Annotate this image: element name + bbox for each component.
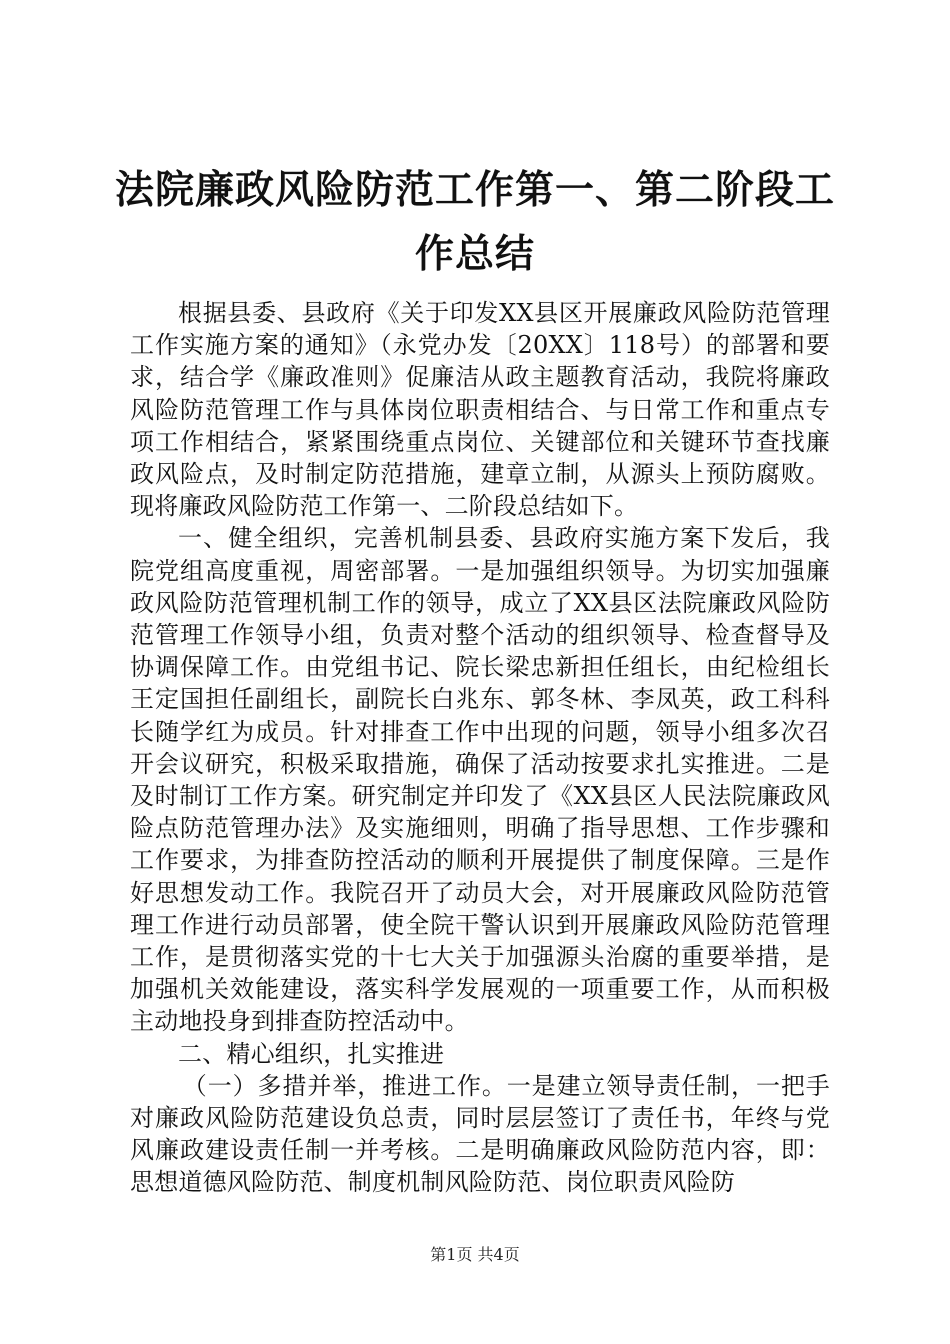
paragraph-section-two-heading: 二、精心组织，扎实推进 — [178, 1039, 445, 1068]
document-body — [130, 297, 830, 1199]
paragraph-section-one: 一、健全组织，完善机制县委、县政府实施方案下发后，我院党组高度重视，周密部署。一是加强组织领导。为切实加强廉政风险防范管理机制工作的领导，成立了XX县区法院廉政风险防范管理工作领导小组，负责对整个活动的组织领导、检查督导及协调保障工作。由党组书记、院长梁忠新担任组长，由纪检组长王定国担任副组长，副院长白兆东、郭冬林、李凤英，政工科科长随学红为成员。针对排查工作中出现的问题，领导小组多次召开会议研究，积极采取措施，确保了活动按要求扎实推进。二是及时制订工作方案。研究制定并印发了《XX县区人民法院廉政风险点防范管理办法》及实施细则，明确了指导思想、工作步骤和工作要求，为排查防控活动的顺利开展提供了制度保障。三是作好思想发动工作。我院召开了动员大会，对开展廉政风险防范管理工作进行动员部署，使全院干警认识到开展廉政风险防范管理工作，是贯彻落实党的十七大关于加强源头治腐的重要举措，是加强机关效能建设，落实科学发展观的一项重要工作，从而积极主动地投身到排查防控活动中。 — [130, 524, 830, 1036]
document-title: 法院廉政风险防范工作第一、第二阶段工作总结 — [114, 167, 835, 277]
paragraph-section-two-item-one: （一）多措并举，推进工作。一是建立领导责任制，一把手对廉政风险防范建设负总责，同时层层签订了责任书，年终与党风廉政建设责任制一并考核。二是明确廉政风险防范内容，即：思想道德风险防范、制度机制风险防范、岗位职责风险防 — [130, 1071, 830, 1197]
paragraph-intro: 根据县委、县政府《关于印发XX县区开展廉政风险防范管理工作实施方案的通知》（永党办发〔20XX〕118号）的部署和要求，结合学《廉政准则》促廉洁从政主题教育活动，我院将廉政风险防范管理工作与具体岗位职责相结合、与日常工作和重点专项工作相结合，紧紧围绕重点岗位、关键部位和关键环节查找廉政风险点，及时制定防范措施，建章立制，从源头上预防腐败。现将廉政风险防范工作第一、二阶段总结如下。 — [130, 299, 830, 521]
page-footer: 第1页 共4页 — [430, 1245, 520, 1264]
